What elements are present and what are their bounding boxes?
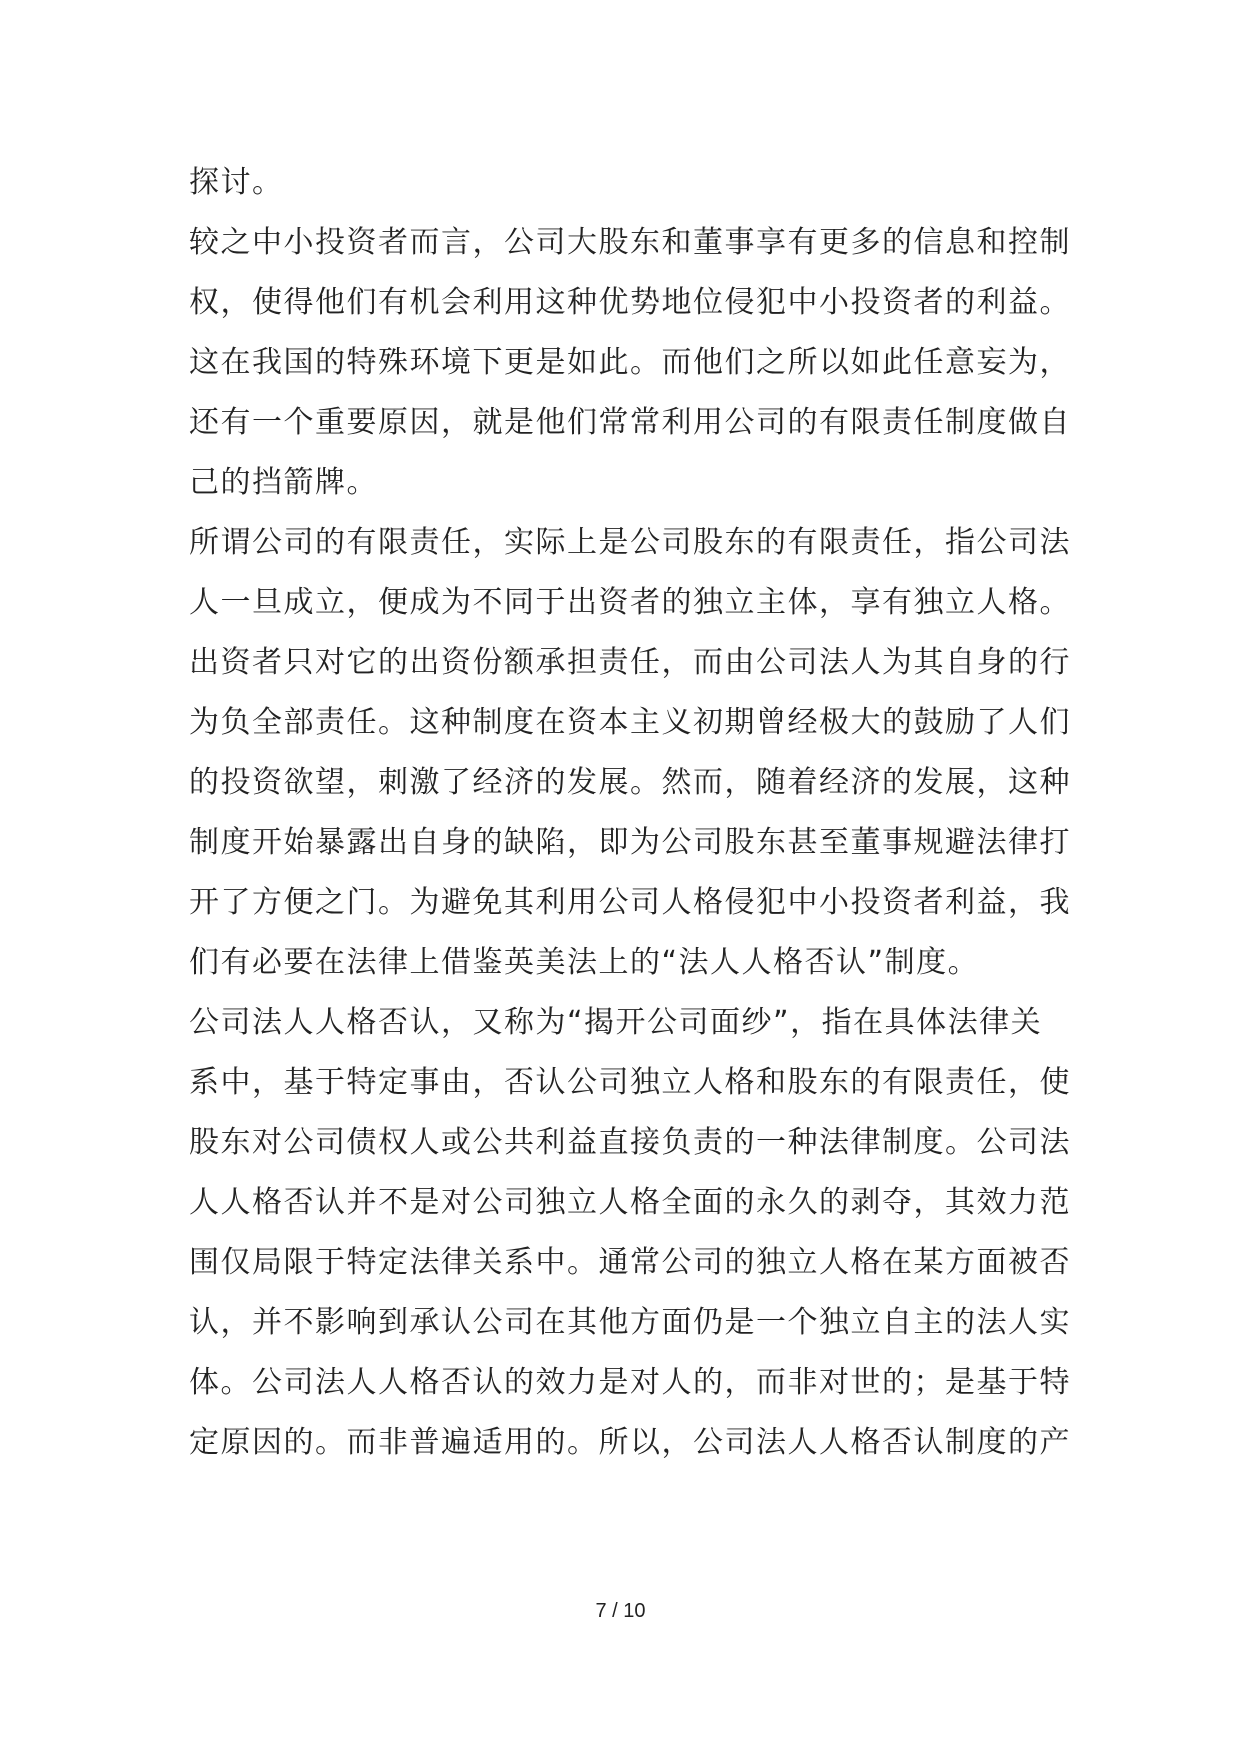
- text-line: 所谓公司的有限责任，实际上是公司股东的有限责任，指公司法: [189, 525, 1071, 560]
- body-text: [189, 153, 1071, 1473]
- text-line: 己的挡箭牌。: [189, 465, 378, 500]
- text-line: 出资者只对它的出资份额承担责任，而由公司法人为其自身的行: [189, 645, 1071, 680]
- text-line: 的投资欲望，刺激了经济的发展。然而，随着经济的发展，这种: [189, 765, 1071, 800]
- text-line: 公司法人人格否认，又称为“揭开公司面纱”，指在具体法律关: [189, 1005, 1043, 1040]
- text-line: 体。公司法人人格否认的效力是对人的，而非对世的；是基于特: [189, 1365, 1071, 1400]
- text-line: 人人格否认并不是对公司独立人格全面的永久的剥夺，其效力范: [189, 1185, 1071, 1220]
- text-line: 这在我国的特殊环境下更是如此。而他们之所以如此任意妄为，: [189, 345, 1071, 380]
- text-line: 较之中小投资者而言，公司大股东和董事享有更多的信息和控制: [189, 225, 1071, 260]
- text-line: 系中，基于特定事由，否认公司独立人格和股东的有限责任，使: [189, 1065, 1071, 1100]
- text-line: 开了方便之门。为避免其利用公司人格侵犯中小投资者利益，我: [189, 885, 1071, 920]
- text-line: 认，并不影响到承认公司在其他方面仍是一个独立自主的法人实: [189, 1305, 1071, 1340]
- page-number: 7 / 10: [595, 1600, 646, 1622]
- text-line: 为负全部责任。这种制度在资本主义初期曾经极大的鼓励了人们: [189, 705, 1071, 740]
- text-line: 制度开始暴露出自身的缺陷，即为公司股东甚至董事规避法律打: [189, 825, 1071, 860]
- text-line: 还有一个重要原因，就是他们常常利用公司的有限责任制度做自: [189, 405, 1071, 440]
- text-line: 定原因的。而非普遍适用的。所以，公司法人人格否认制度的产: [189, 1425, 1071, 1460]
- text-line: 人一旦成立，便成为不同于出资者的独立主体，享有独立人格。: [189, 585, 1071, 620]
- text-line: 探讨。: [189, 165, 284, 200]
- text-line: 股东对公司债权人或公共利益直接负责的一种法律制度。公司法: [189, 1125, 1071, 1160]
- text-line: 们有必要在法律上借鉴英美法上的“法人人格否认”制度。: [189, 945, 980, 980]
- text-line: 围仅局限于特定法律关系中。通常公司的独立人格在某方面被否: [189, 1245, 1071, 1280]
- text-line: 权，使得他们有机会利用这种优势地位侵犯中小投资者的利益。: [189, 285, 1071, 320]
